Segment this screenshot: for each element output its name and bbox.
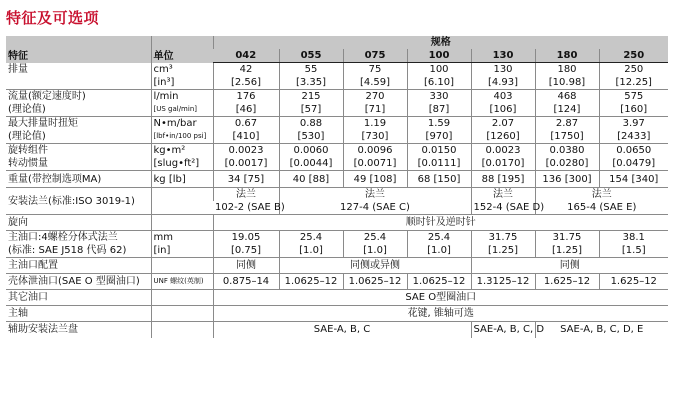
shaft-label: 主轴 [6,306,151,322]
table-cell: [3.35] [279,76,343,90]
other-ports-label: 其它油口 [6,290,151,306]
table-cell: 同侧 [213,258,279,274]
table-cell: [0.0479] [599,157,668,171]
displacement-row-2 [6,76,668,90]
table-cell: [1.5] [599,244,668,258]
table-cell: 1.625–12 [535,274,599,290]
rotation-label: 旋向 [6,215,151,231]
table-cell: 2.87 [535,117,599,131]
table-cell: 同侧或异侧 [279,258,471,274]
table-cell: 3.97 [599,117,668,131]
flow-label: 流量(额定速度时) [6,90,151,104]
table-cell: [10.98] [535,76,599,90]
table-cell: 0.88 [279,117,343,131]
inertia-sublabel: 转动惯量 [8,158,48,169]
aux-flange-row [6,322,668,338]
table-cell: [1.0] [343,244,407,258]
table-cell: [71] [343,103,407,117]
table-cell: 176 [213,90,279,104]
main-ports-label: 主油口:4螺栓分体式法兰 [6,231,151,245]
model-header: 042 [213,49,279,63]
table-cell: [730] [343,130,407,144]
flow-row-1 [6,90,668,104]
table-cell: [0.0170] [471,157,535,171]
model-header: 100 [407,49,471,63]
table-cell: 1.625–12 [599,274,668,290]
table-cell: 1.0625–12 [279,274,343,290]
table-cell: 130 [471,63,535,77]
table-cell: 136 [300] [535,171,599,188]
table-cell: SAE-A, B, C, D, E [535,322,668,338]
table-cell: 25.4 [407,231,471,245]
main-ports-sublabel: (标准: SAE J518 代码 62) [8,245,127,256]
table-cell: 1.0625–12 [407,274,471,290]
table-cell: [57] [279,103,343,117]
table-cell: [0.0017] [213,157,279,171]
displacement-unit: cm³ [151,63,213,77]
shaft-row [6,306,668,322]
table-cell: 250 [599,63,668,77]
table-cell: 38.1 [599,231,668,245]
weight-row [6,171,668,188]
header-row-1 [6,36,668,49]
displacement-label: 排量 [8,63,28,75]
main-ports-row-1 [6,231,668,245]
table-cell: SAE-A, B, C [213,322,471,338]
table-cell: [124] [535,103,599,117]
header-unit: 单位 [151,36,213,63]
table-cell: 152-4 (SAE D) [471,201,535,215]
table-cell: [0.0280] [535,157,599,171]
table-cell: [1750] [535,130,599,144]
model-header: 055 [279,49,343,63]
table-cell: [46] [213,103,279,117]
table-cell: 0.0096 [343,144,407,158]
flow-sublabel: (理论值) [8,104,46,115]
table-cell: 31.75 [471,231,535,245]
table-cell: 0.0150 [407,144,471,158]
table-cell: [0.0111] [407,157,471,171]
mounting-label: 安装法兰(标准:ISO 3019-1) [6,188,151,215]
table-cell: 25.4 [279,231,343,245]
other-ports-row [6,290,668,306]
table-cell: [1.25] [535,244,599,258]
rotation-row [6,215,668,231]
table-cell: 31.75 [535,231,599,245]
model-header: 180 [535,49,599,63]
displacement-unit-imperial: [in³] [151,76,213,90]
table-cell: 403 [471,90,535,104]
table-cell: 0.0380 [535,144,599,158]
table-cell: [1.25] [471,244,535,258]
table-cell: [4.59] [343,76,407,90]
table-cell: 55 [279,63,343,77]
table-cell: 575 [599,90,668,104]
table-cell: 1.3125–12 [471,274,535,290]
port-config-row [6,258,668,274]
table-cell: 法兰 [535,188,668,202]
table-cell: 0.0650 [599,144,668,158]
table-cell: SAE O型圈油口 [213,290,668,306]
header-feature: 特征 [6,36,151,63]
table-cell: 34 [75] [213,171,279,188]
table-cell: [410] [213,130,279,144]
table-cell: 0.0023 [471,144,535,158]
table-cell: 68 [150] [407,171,471,188]
table-cell: 1.0625–12 [343,274,407,290]
aux-flange-label: 辅助安装法兰盘 [6,322,151,338]
table-cell: 法兰 [279,188,471,202]
header-spec: 规格 [213,36,668,49]
table-cell: 法兰 [471,188,535,202]
table-cell: 165-4 (SAE E) [535,201,668,215]
model-header: 250 [599,49,668,63]
table-cell: 2.07 [471,117,535,131]
case-drain-label: 壳体泄油口(SAE O 型圈油口) [6,274,151,290]
table-cell: 法兰 [213,188,279,202]
table-cell: 270 [343,90,407,104]
table-cell: [4.93] [471,76,535,90]
main-ports-unit-imperial: [in] [151,244,213,258]
flow-unit-imperial: [US gal/min] [151,103,213,117]
table-cell: 25.4 [343,231,407,245]
table-cell: [1.0] [407,244,471,258]
inertia-label: 旋转组件 [6,144,151,158]
flow-row-2 [6,103,668,117]
table-cell: 49 [108] [343,171,407,188]
table-cell: 19.05 [213,231,279,245]
table-cell: [160] [599,103,668,117]
table-cell: 花键, 锥轴可选 [213,306,668,322]
table-cell: [0.75] [213,244,279,258]
table-cell: 330 [407,90,471,104]
table-cell: [0.0044] [279,157,343,171]
table-cell: 42 [213,63,279,77]
table-cell: [1.0] [279,244,343,258]
table-cell: SAE-A, B, C, D [471,322,535,338]
table-cell: [12.25] [599,76,668,90]
table-cell: 127-4 (SAE C) [279,201,471,215]
spec-table [6,36,668,338]
inertia-unit: kg•m² [151,144,213,158]
torque-row-2 [6,130,668,144]
table-cell: [2.56] [213,76,279,90]
mounting-row-1 [6,188,668,202]
table-cell: 40 [88] [279,171,343,188]
table-cell: 1.19 [343,117,407,131]
table-cell: 75 [343,63,407,77]
table-cell: 100 [407,63,471,77]
table-cell: 180 [535,63,599,77]
case-drain-unit: UNF 螺纹(英制) [151,274,213,290]
table-cell: [0.0071] [343,157,407,171]
table-cell: 0.875–14 [213,274,279,290]
model-header: 130 [471,49,535,63]
torque-sublabel: (理论值) [8,131,46,142]
table-cell: 154 [340] [599,171,668,188]
inertia-unit-imperial: [slug•ft²] [151,157,213,171]
table-cell: 468 [535,90,599,104]
model-header: 075 [343,49,407,63]
table-cell: [106] [471,103,535,117]
table-cell: [970] [407,130,471,144]
table-cell: [530] [279,130,343,144]
table-cell: [1260] [471,130,535,144]
flow-unit: l/min [151,90,213,104]
table-cell: 215 [279,90,343,104]
inertia-row-2 [6,157,668,171]
table-cell: 0.0023 [213,144,279,158]
torque-unit: N•m/bar [151,117,213,131]
table-cell: [6.10] [407,76,471,90]
page-title: 特征及可选项 [6,9,100,27]
table-cell: 88 [195] [471,171,535,188]
table-cell: 同侧 [471,258,668,274]
displacement-row-1 [6,63,668,77]
torque-unit-imperial: [lbf•in/100 psi] [151,130,213,144]
table-cell: 102-2 (SAE B) [215,202,285,213]
torque-row-1 [6,117,668,131]
table-cell: 顺时针及逆时针 [213,215,668,231]
table-cell: [87] [407,103,471,117]
inertia-row-1 [6,144,668,158]
main-ports-row-2 [6,244,668,258]
torque-label: 最大排量时扭矩 [6,117,151,131]
weight-unit: kg [lb] [151,171,213,188]
table-cell: 0.0060 [279,144,343,158]
weight-label: 重量(带控制选项MA) [6,171,151,188]
main-ports-unit: mm [151,231,213,245]
table-cell: 0.67 [213,117,279,131]
table-cell: 1.59 [407,117,471,131]
table-cell: [2433] [599,130,668,144]
port-config-label: 主油口配置 [6,258,151,274]
case-drain-row [6,274,668,290]
